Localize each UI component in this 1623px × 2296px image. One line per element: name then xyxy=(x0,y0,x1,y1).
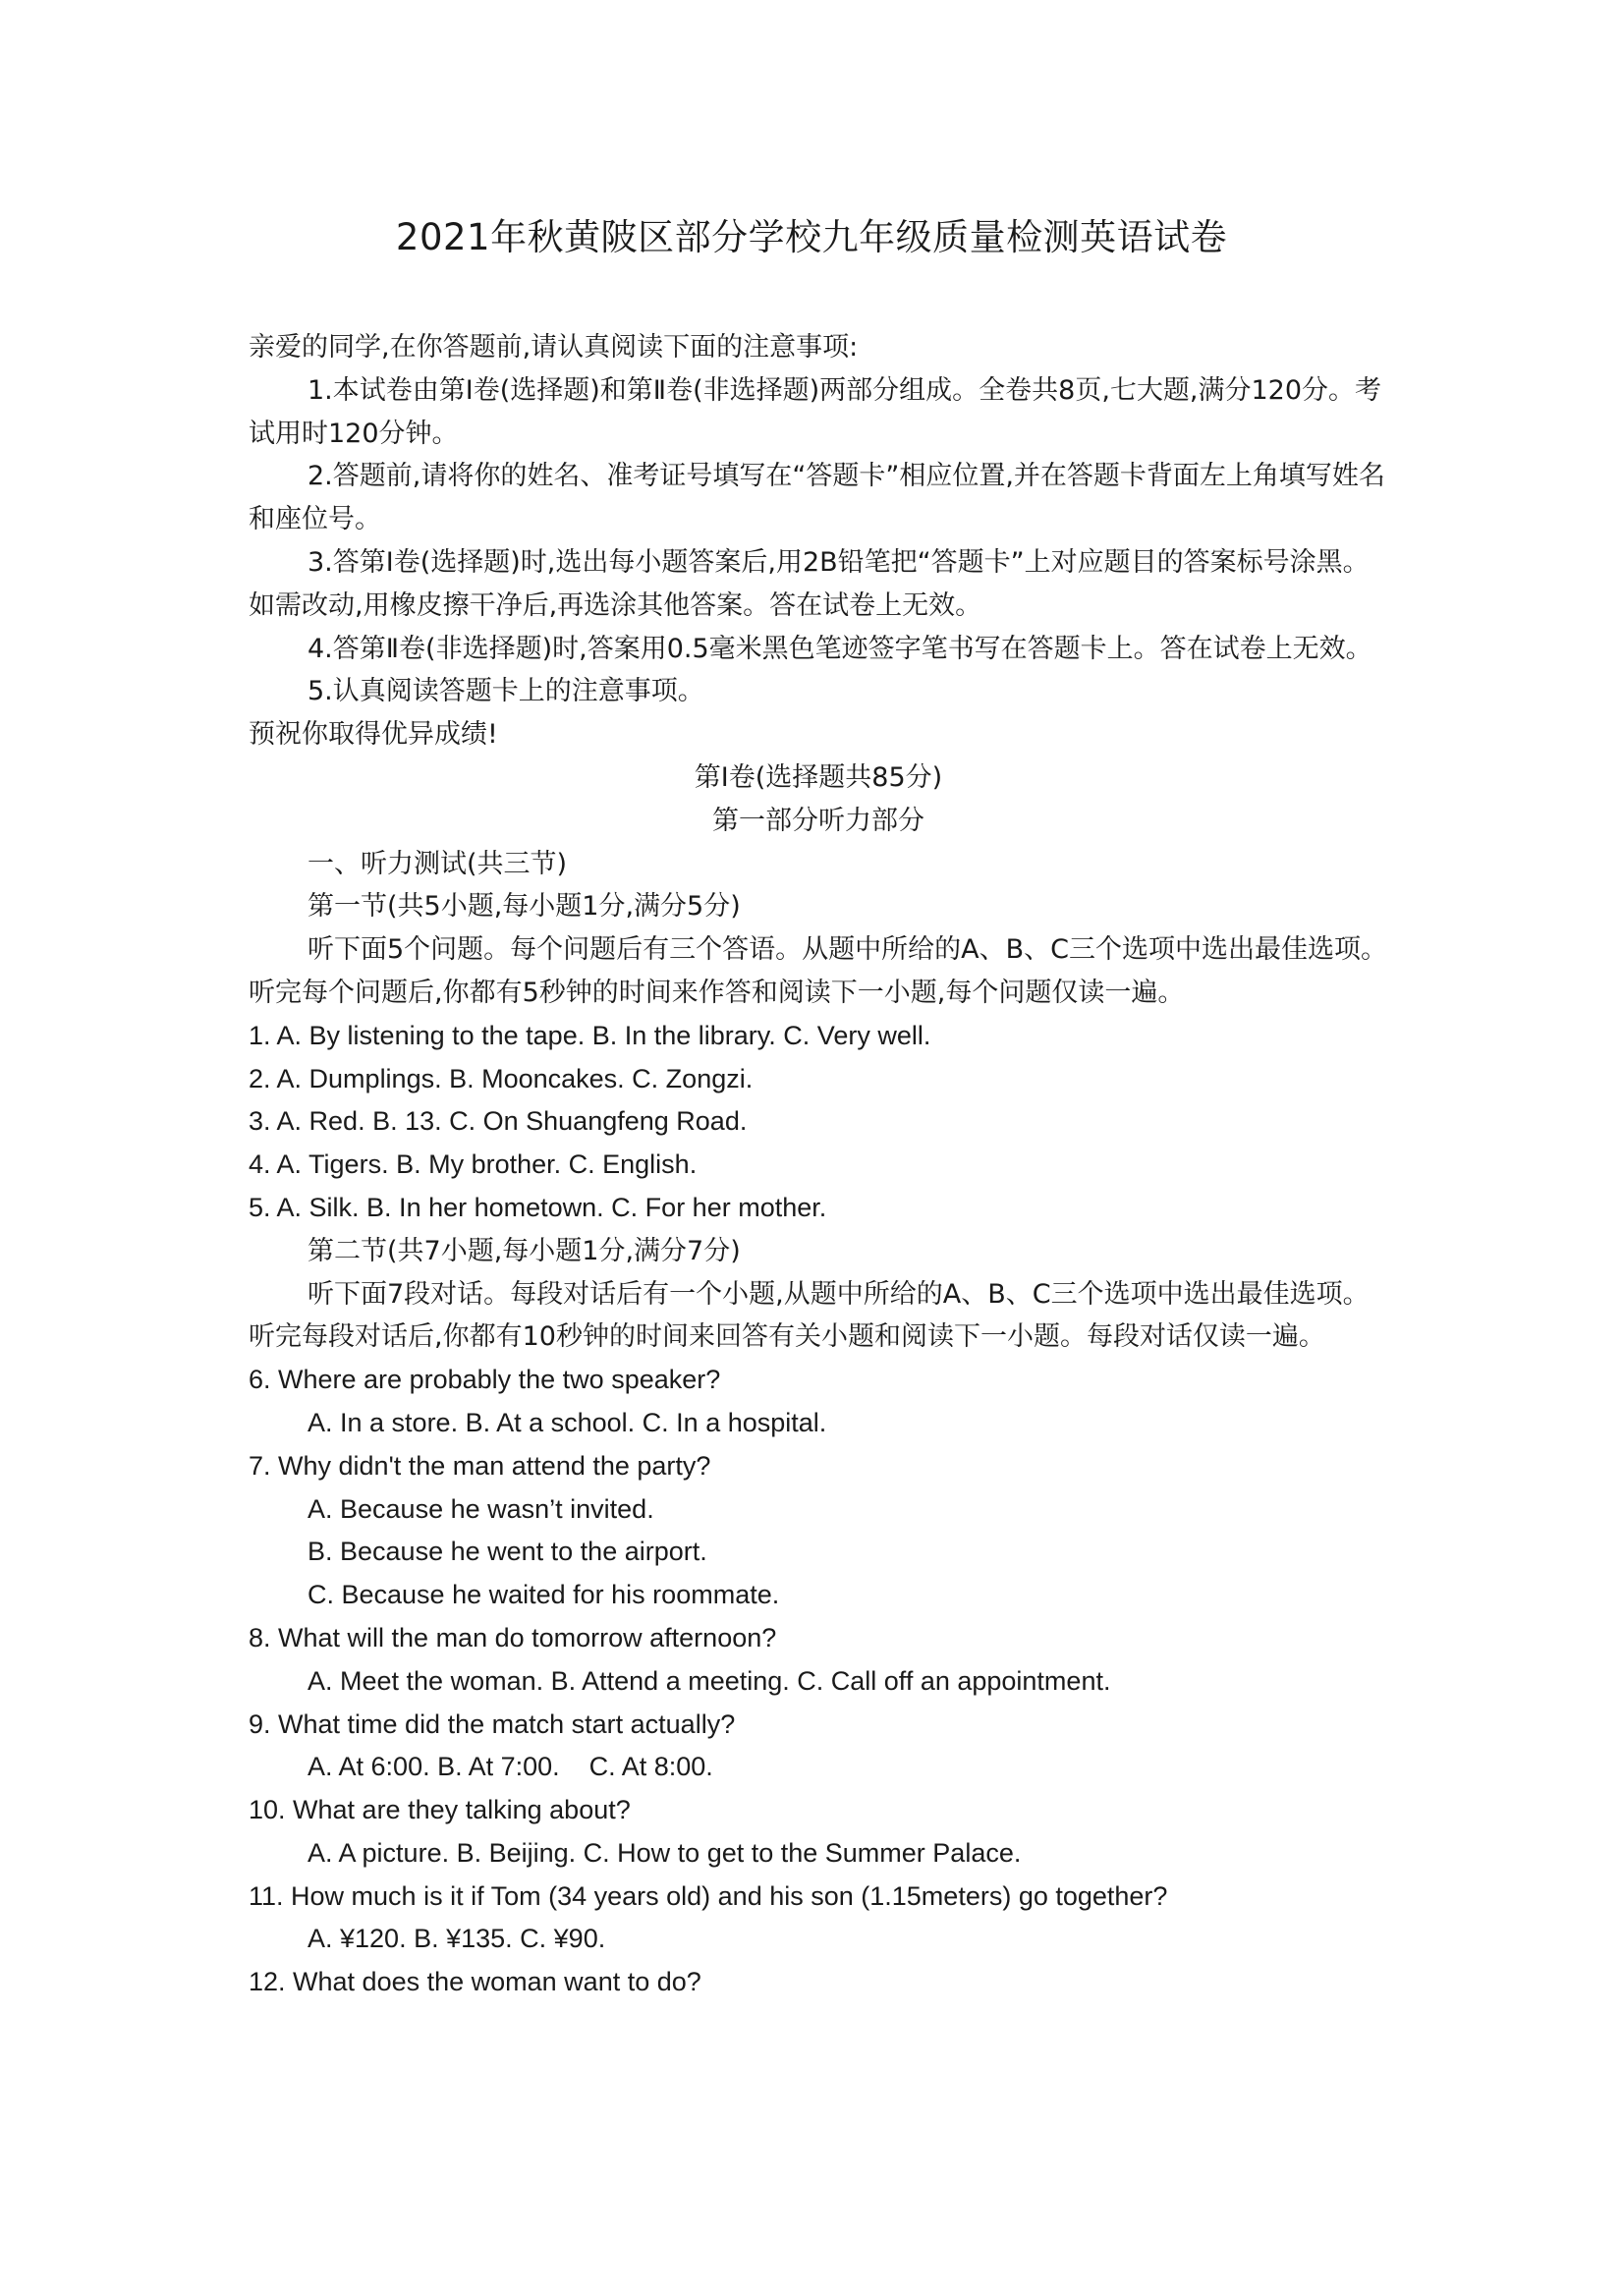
note-1: 1.本试卷由第Ⅰ卷(选择题)和第Ⅱ卷(非选择题)两部分组成。全卷共8页,七大题,满分120分。考试用时120分钟。 xyxy=(249,374,1382,449)
question-11: 11. How much is it if Tom (34 years old) and his son (1.15meters) go together? xyxy=(249,1880,1168,1911)
question-7-option-a: A. Because he wasn’t invited. xyxy=(308,1493,654,1524)
question-10-options: A. A picture. B. Beijing. C. How to get to the Summer Palace. xyxy=(308,1837,1022,1868)
question-9: 9. What time did the match start actually? xyxy=(249,1708,736,1739)
question-11-options: A. ¥120. B. ¥135. C. ¥90. xyxy=(308,1924,606,1954)
sec1-title: 第一节(共5小题,每小题1分,满分5分) xyxy=(308,891,741,923)
question-6-options: A. In a store. B. At a school. C. In a hospital. xyxy=(308,1407,827,1437)
exam-title: 2021年秋黄陂区部分学校九年级质量检测英语试卷 xyxy=(395,216,1228,258)
note-2: 2.答题前,请将你的姓名、准考证号填写在“答题卡”相应位置,并在答题卡背面左上角填写姓名和座位号。 xyxy=(249,461,1385,535)
sec2-instruction: 听下面7段对话。每段对话后有一个小题,从题中所给的A、B、C三个选项中选出最佳选项。听完每段对话后,你都有10秒钟的时间来回答有关小题和阅读下一小题。每段对话仅读一遍。 xyxy=(249,1278,1370,1353)
question-5: 5. A. Silk. B. In her hometown. C. For her mother. xyxy=(249,1192,827,1222)
question-7: 7. Why didn't the man attend the party? xyxy=(249,1450,711,1481)
question-7-option-c: C. Because he waited for his roommate. xyxy=(308,1580,780,1610)
question-4: 4. A. Tigers. B. My brother. C. English. xyxy=(249,1149,698,1180)
question-6: 6. Where are probably the two speaker? xyxy=(249,1365,721,1395)
part-title: 第一部分听力部分 xyxy=(712,805,924,836)
question-8: 8. What will the man do tomorrow afternoon? xyxy=(249,1622,777,1652)
question-2: 2. A. Dumplings. B. Mooncakes. C. Zongzi. xyxy=(249,1063,754,1093)
question-8-options: A. Meet the woman. B. Attend a meeting. C. Call off an appointment. xyxy=(308,1665,1111,1696)
note-3: 3.答第Ⅰ卷(选择题)时,选出每小题答案后,用2B铅笔把“答题卡”上对应题目的答案标号涂黑。如需改动,用橡皮擦干净后,再选涂其他答案。答在试卷上无效。 xyxy=(249,546,1370,621)
question-3: 3. A. Red. B. 13. C. On Shuangfeng Road. xyxy=(249,1106,748,1137)
question-9-options: A. At 6:00. B. At 7:00. C. At 8:00. xyxy=(308,1752,713,1782)
listening-section-title: 一、听力测试(共三节) xyxy=(308,848,568,879)
question-10: 10. What are they talking about? xyxy=(249,1795,631,1825)
question-7-option-b: B. Because he went to the airport. xyxy=(308,1537,707,1567)
sec2-title: 第二节(共7小题,每小题1分,满分7分) xyxy=(308,1235,741,1266)
question-12: 12. What does the woman want to do? xyxy=(249,1967,701,1997)
note-5: 5.认真阅读答题卡上的注意事项。 xyxy=(308,676,704,707)
exam-content xyxy=(249,326,1388,2004)
greeting-text: 亲爱的同学,在你答题前,请认真阅读下面的注意事项: xyxy=(249,332,859,363)
note-4: 4.答第Ⅱ卷(非选择题)时,答案用0.5毫米黑色笔迹签字笔书写在答题卡上。答在试卷上无效。 xyxy=(308,633,1372,664)
sec1-instruction: 听下面5个问题。每个问题后有三个答语。从题中所给的A、B、C三个选项中选出最佳选项。听完每个问题后,你都有5秒钟的时间来作答和阅读下一小题,每个问题仅读一遍。 xyxy=(249,934,1388,1008)
wish-text: 预祝你取得优异成绩! xyxy=(249,719,498,751)
volume-title: 第Ⅰ卷(选择题共85分) xyxy=(694,761,943,793)
question-1: 1. A. By listening to the tape. B. In the library. C. Very well. xyxy=(249,1020,931,1050)
